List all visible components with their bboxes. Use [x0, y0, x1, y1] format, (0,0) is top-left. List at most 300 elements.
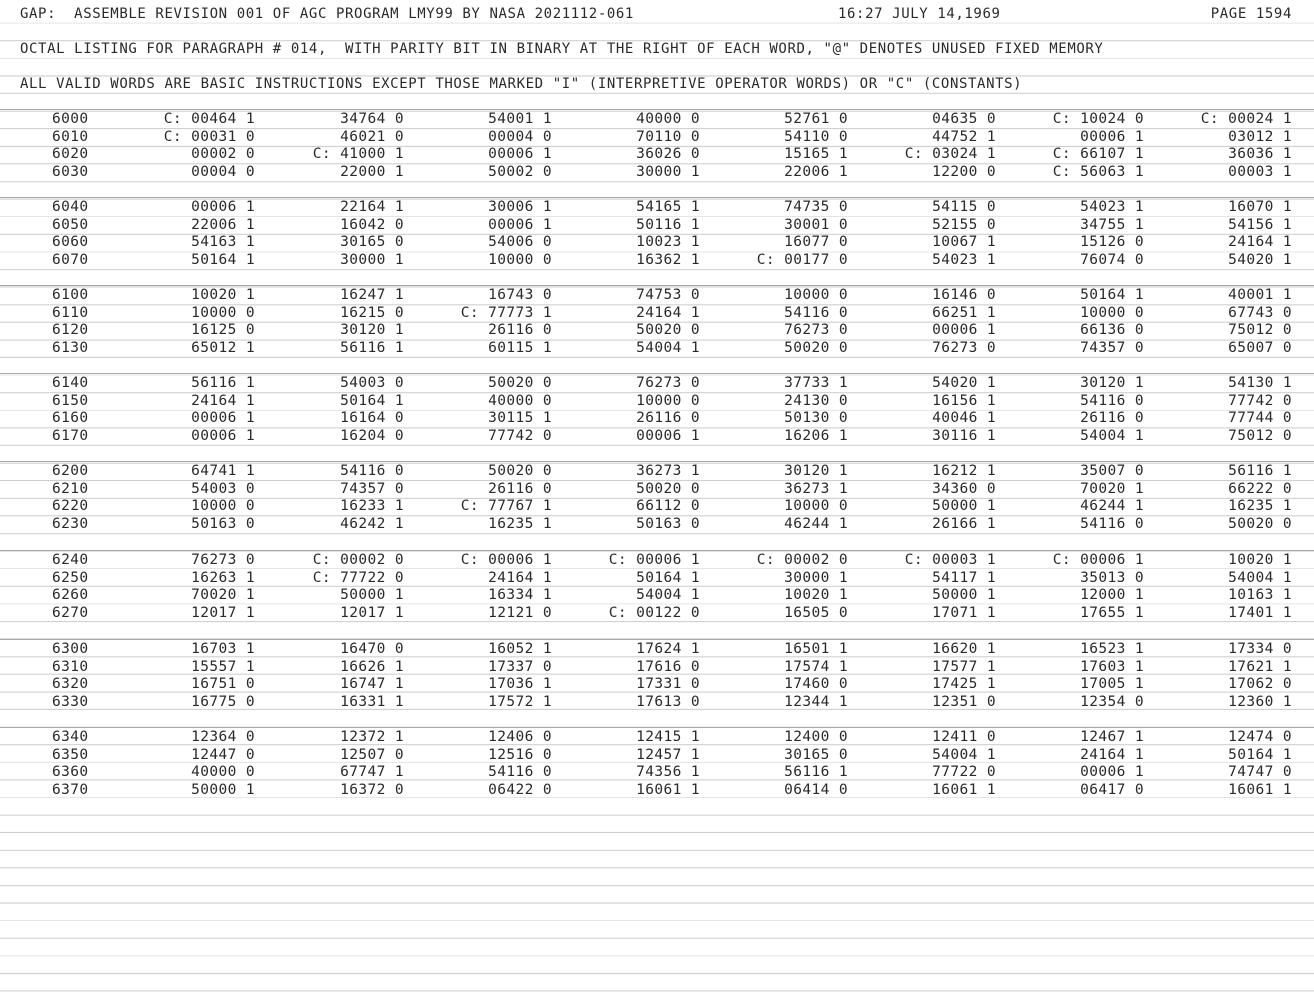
- octal-word: C: 41000 1: [312, 146, 404, 163]
- octal-word: 46244 1: [1080, 498, 1144, 515]
- octal-word: 12372 1: [340, 729, 404, 745]
- listing-row: [0, 693, 1314, 711]
- octal-word: 50164 1: [1080, 287, 1144, 303]
- octal-word: 30115 1: [488, 410, 552, 427]
- octal-word: C: 00464 1: [163, 111, 255, 127]
- octal-word: C: 00024 1: [1200, 111, 1292, 127]
- octal-word: 00006 1: [488, 216, 552, 233]
- octal-word: 16743 0: [488, 287, 552, 303]
- octal-word: 17655 1: [1080, 605, 1144, 622]
- octal-word: 30001 0: [784, 216, 848, 233]
- memory-address: 6310: [52, 658, 89, 675]
- octal-word: C: 00002 0: [756, 552, 848, 568]
- octal-word: C: 00002 0: [312, 552, 404, 568]
- octal-word: 54004 1: [1080, 428, 1144, 445]
- memory-address: 6350: [52, 746, 89, 763]
- octal-word: 74357 0: [340, 480, 404, 497]
- octal-word: 10000 0: [784, 498, 848, 515]
- octal-word: 10000 0: [191, 498, 255, 515]
- octal-word: C: 00006 1: [608, 552, 700, 568]
- octal-word: 54004 1: [636, 340, 700, 357]
- octal-word: 76273 0: [636, 375, 700, 391]
- octal-word: 54165 1: [636, 199, 700, 215]
- octal-word: 16334 1: [488, 587, 552, 604]
- octal-word: 10000 0: [1080, 304, 1144, 321]
- octal-word: 66251 1: [932, 304, 996, 321]
- octal-word: 52761 0: [784, 111, 848, 127]
- octal-word: 17062 0: [1228, 676, 1292, 693]
- octal-word: 54004 1: [1228, 569, 1292, 586]
- octal-word: 16331 1: [340, 694, 404, 711]
- octal-word: 35013 0: [1080, 569, 1144, 586]
- octal-word: 03012 1: [1228, 128, 1292, 145]
- octal-word: 56116 1: [784, 764, 848, 781]
- octal-word: 76074 0: [1080, 252, 1144, 269]
- octal-word: 44752 1: [932, 128, 996, 145]
- listing-row: [0, 781, 1314, 799]
- listing-row: [0, 746, 1314, 764]
- listing-row: [0, 145, 1314, 163]
- octal-word: 77742 0: [1228, 392, 1292, 409]
- octal-word: 26116 0: [636, 410, 700, 427]
- octal-word: 54163 1: [191, 234, 255, 251]
- octal-word: 24164 1: [1228, 234, 1292, 251]
- octal-word: 12354 0: [1080, 694, 1144, 711]
- listing-row: [0, 586, 1314, 604]
- octal-word: 15165 1: [784, 146, 848, 163]
- octal-word: 00006 1: [1080, 128, 1144, 145]
- octal-word: 16212 1: [932, 463, 996, 479]
- octal-word: 00006 1: [191, 199, 255, 215]
- octal-word: 00006 1: [1080, 764, 1144, 781]
- octal-word: 16775 0: [191, 694, 255, 711]
- memory-address: 6160: [52, 410, 89, 427]
- octal-word: 10000 0: [784, 287, 848, 303]
- octal-word: 17337 0: [488, 658, 552, 675]
- octal-word: 77744 0: [1228, 410, 1292, 427]
- octal-word: 12017 1: [340, 605, 404, 622]
- listing-row: [0, 640, 1314, 658]
- octal-word: 40000 0: [191, 764, 255, 781]
- octal-word: 12447 0: [191, 746, 255, 763]
- octal-word: 35007 0: [1080, 463, 1144, 479]
- octal-word: 70020 1: [1080, 480, 1144, 497]
- octal-word: 76273 0: [784, 322, 848, 339]
- octal-word: 12457 1: [636, 746, 700, 763]
- octal-word: 30000 1: [340, 252, 404, 269]
- octal-word: 17574 1: [784, 658, 848, 675]
- octal-word: 10000 0: [636, 392, 700, 409]
- octal-word: 74357 0: [1080, 340, 1144, 357]
- octal-word: 12411 0: [932, 729, 996, 745]
- octal-word: 12121 0: [488, 605, 552, 622]
- octal-word: 10000 0: [191, 304, 255, 321]
- listing-block: [0, 640, 1314, 712]
- octal-word: 00002 0: [191, 146, 255, 163]
- octal-word: 24164 1: [1080, 746, 1144, 763]
- listing-block: [0, 728, 1314, 800]
- listing-row: [0, 198, 1314, 216]
- octal-word: 12017 1: [191, 605, 255, 622]
- memory-address: 6060: [52, 234, 89, 251]
- octal-word: 16626 1: [340, 658, 404, 675]
- timestamp: 16:27 JULY 14,1969: [838, 6, 1001, 22]
- octal-word: 60115 1: [488, 340, 552, 357]
- octal-word: 54003 0: [191, 480, 255, 497]
- listing-row: [0, 163, 1314, 181]
- octal-word: 64741 1: [191, 463, 255, 479]
- listing-row: [0, 339, 1314, 357]
- listing-row: [0, 551, 1314, 569]
- octal-word: 54156 1: [1228, 216, 1292, 233]
- memory-address: 6220: [52, 498, 89, 515]
- octal-word: 30116 1: [932, 428, 996, 445]
- octal-word: 16263 1: [191, 569, 255, 586]
- octal-word: 77722 0: [932, 764, 996, 781]
- octal-word: 26166 1: [932, 516, 996, 533]
- octal-word: 12200 0: [932, 164, 996, 181]
- memory-address: 6330: [52, 694, 89, 711]
- octal-word: 34755 1: [1080, 216, 1144, 233]
- listing-row: [0, 427, 1314, 445]
- listing-row: [0, 321, 1314, 339]
- octal-word: 54020 1: [1228, 252, 1292, 269]
- octal-word: 46242 1: [340, 516, 404, 533]
- octal-word: 24130 0: [784, 392, 848, 409]
- listing-row: [0, 128, 1314, 146]
- octal-word: 16505 0: [784, 605, 848, 622]
- octal-word: 50000 1: [340, 587, 404, 604]
- octal-word: 16215 0: [340, 304, 404, 321]
- octal-word: C: 03024 1: [904, 146, 996, 163]
- memory-address: 6360: [52, 764, 89, 781]
- octal-word: 50164 1: [340, 392, 404, 409]
- octal-word: 12507 0: [340, 746, 404, 763]
- octal-word: 24164 1: [488, 569, 552, 586]
- octal-word: 30006 1: [488, 199, 552, 215]
- octal-word: 66112 0: [636, 498, 700, 515]
- octal-word: 30120 1: [1080, 375, 1144, 391]
- octal-word: 50000 1: [932, 498, 996, 515]
- memory-address: 6140: [52, 375, 89, 391]
- octal-word: 50000 1: [191, 782, 255, 799]
- octal-word: 50130 0: [784, 410, 848, 427]
- octal-word: 50000 1: [932, 587, 996, 604]
- octal-word: 26116 0: [1080, 410, 1144, 427]
- octal-word: 66136 0: [1080, 322, 1144, 339]
- octal-word: 15126 0: [1080, 234, 1144, 251]
- octal-word: 50020 0: [488, 375, 552, 391]
- octal-word: 74735 0: [784, 199, 848, 215]
- octal-word: 50116 1: [636, 216, 700, 233]
- octal-word: C: 77773 1: [460, 304, 552, 321]
- octal-word: C: 00006 1: [1052, 552, 1144, 568]
- octal-word: 10023 1: [636, 234, 700, 251]
- listing-row: [0, 763, 1314, 781]
- octal-word: 30165 0: [784, 746, 848, 763]
- octal-word: 16235 1: [488, 516, 552, 533]
- memory-address: 6110: [52, 304, 89, 321]
- word-legend: ALL VALID WORDS ARE BASIC INSTRUCTIONS EXCEPT THOSE MARKED "I" (INTERPRETIVE OPERATOR WORDS) OR "C" (CONSTANTS): [20, 76, 1023, 92]
- octal-word: 17616 0: [636, 658, 700, 675]
- octal-word: 12474 0: [1228, 729, 1292, 745]
- memory-address: 6040: [52, 199, 89, 215]
- octal-word: 10020 1: [191, 287, 255, 303]
- listing-row: [0, 728, 1314, 746]
- octal-word: 67747 1: [340, 764, 404, 781]
- listing-block: [0, 462, 1314, 534]
- octal-word: 06417 0: [1080, 782, 1144, 799]
- octal-word: 54003 0: [340, 375, 404, 391]
- octal-word: 12406 0: [488, 729, 552, 745]
- listing-row: [0, 216, 1314, 234]
- octal-word: 65012 1: [191, 340, 255, 357]
- octal-word: 17613 0: [636, 694, 700, 711]
- octal-word: 67743 0: [1228, 304, 1292, 321]
- header-line-1: [0, 4, 1314, 24]
- octal-word: 16620 1: [932, 641, 996, 657]
- octal-word: 70020 1: [191, 587, 255, 604]
- octal-word: 00006 1: [636, 428, 700, 445]
- memory-address: 6070: [52, 252, 89, 269]
- octal-word: C: 00122 0: [608, 605, 700, 622]
- octal-word: 34764 0: [340, 111, 404, 127]
- octal-word: 54116 0: [784, 304, 848, 321]
- octal-word: 74747 0: [1228, 764, 1292, 781]
- octal-word: 77742 0: [488, 428, 552, 445]
- octal-word: 16204 0: [340, 428, 404, 445]
- octal-word: 12364 0: [191, 729, 255, 745]
- octal-word: 74356 1: [636, 764, 700, 781]
- octal-word: 12351 0: [932, 694, 996, 711]
- listing-row: [0, 480, 1314, 498]
- octal-word: 50164 1: [636, 569, 700, 586]
- octal-word: 54116 0: [340, 463, 404, 479]
- memory-address: 6240: [52, 552, 89, 568]
- octal-word: 50164 1: [1228, 746, 1292, 763]
- octal-word: 65007 0: [1228, 340, 1292, 357]
- octal-word: 16372 0: [340, 782, 404, 799]
- octal-word: 40000 0: [488, 392, 552, 409]
- octal-word: 16070 1: [1228, 199, 1292, 215]
- octal-word: 17572 1: [488, 694, 552, 711]
- octal-word: 50020 0: [636, 322, 700, 339]
- octal-word: 54115 0: [932, 199, 996, 215]
- octal-word: 30120 1: [784, 463, 848, 479]
- listing-block: [0, 110, 1314, 182]
- octal-word: C: 77722 0: [312, 569, 404, 586]
- octal-word: 16747 1: [340, 676, 404, 693]
- octal-word: 34360 0: [932, 480, 996, 497]
- octal-word: C: 77767 1: [460, 498, 552, 515]
- octal-word: 16146 0: [932, 287, 996, 303]
- octal-word: C: 00177 0: [756, 252, 848, 269]
- octal-word: 50002 0: [488, 164, 552, 181]
- octal-word: 17005 1: [1080, 676, 1144, 693]
- octal-word: 16470 0: [340, 641, 404, 657]
- header-line-2: [0, 39, 1314, 59]
- octal-word: 50020 0: [784, 340, 848, 357]
- octal-word: 40000 0: [636, 111, 700, 127]
- octal-word: 50020 0: [488, 463, 552, 479]
- memory-address: 6230: [52, 516, 89, 533]
- octal-word: 22000 1: [340, 164, 404, 181]
- octal-word: C: 10024 0: [1052, 111, 1144, 127]
- octal-word: C: 00003 1: [904, 552, 996, 568]
- octal-word: 54130 1: [1228, 375, 1292, 391]
- octal-word: 26116 0: [488, 322, 552, 339]
- octal-word: 00003 1: [1228, 164, 1292, 181]
- memory-address: 6150: [52, 392, 89, 409]
- octal-word: 00006 1: [488, 146, 552, 163]
- memory-address: 6010: [52, 128, 89, 145]
- octal-word: 56116 1: [191, 375, 255, 391]
- memory-address: 6030: [52, 164, 89, 181]
- memory-address: 6100: [52, 287, 89, 303]
- octal-word: 50164 1: [191, 252, 255, 269]
- octal-word: 46021 0: [340, 128, 404, 145]
- octal-word: 50163 0: [191, 516, 255, 533]
- listing-row: [0, 409, 1314, 427]
- octal-word: 06414 0: [784, 782, 848, 799]
- octal-word: 12344 1: [784, 694, 848, 711]
- page-number: PAGE 1594: [1210, 6, 1292, 22]
- listing-row: [0, 675, 1314, 693]
- octal-word: 17331 0: [636, 676, 700, 693]
- listing-row: [0, 658, 1314, 676]
- octal-word: C: 66107 1: [1052, 146, 1144, 163]
- octal-word: 22164 1: [340, 199, 404, 215]
- octal-word: 17460 0: [784, 676, 848, 693]
- octal-word: 54020 1: [932, 375, 996, 391]
- listing-row: [0, 233, 1314, 251]
- octal-word: 00004 0: [488, 128, 552, 145]
- octal-word: 16042 0: [340, 216, 404, 233]
- octal-word: 46244 1: [784, 516, 848, 533]
- octal-word: 16061 1: [636, 782, 700, 799]
- octal-word: 16061 1: [932, 782, 996, 799]
- octal-word: 17036 1: [488, 676, 552, 693]
- octal-word: 04635 0: [932, 111, 996, 127]
- octal-word: 16235 1: [1228, 498, 1292, 515]
- octal-word: 36036 1: [1228, 146, 1292, 163]
- octal-word: 40001 1: [1228, 287, 1292, 303]
- octal-word: 66222 0: [1228, 480, 1292, 497]
- octal-word: 22006 1: [191, 216, 255, 233]
- memory-address: 6000: [52, 111, 89, 127]
- memory-address: 6120: [52, 322, 89, 339]
- octal-word: 16247 1: [340, 287, 404, 303]
- listing-row: [0, 392, 1314, 410]
- octal-word: 56116 1: [1228, 463, 1292, 479]
- octal-word: 17401 1: [1228, 605, 1292, 622]
- listing-row: [0, 515, 1314, 533]
- octal-word: 50020 0: [1228, 516, 1292, 533]
- octal-word: 15557 1: [191, 658, 255, 675]
- listing-block: [0, 374, 1314, 446]
- listing-block: [0, 286, 1314, 358]
- octal-word: 10067 1: [932, 234, 996, 251]
- octal-word: 17624 1: [636, 641, 700, 657]
- octal-word: 24164 1: [636, 304, 700, 321]
- octal-word: 30165 0: [340, 234, 404, 251]
- octal-word: 16061 1: [1228, 782, 1292, 799]
- octal-word: 54004 1: [932, 746, 996, 763]
- listing-row: [0, 251, 1314, 269]
- octal-word: 10020 1: [1228, 552, 1292, 568]
- octal-word: 10020 1: [784, 587, 848, 604]
- octal-word: 17425 1: [932, 676, 996, 693]
- memory-address: 6260: [52, 587, 89, 604]
- octal-word: 12360 1: [1228, 694, 1292, 711]
- memory-address: 6320: [52, 676, 89, 693]
- octal-word: 17621 1: [1228, 658, 1292, 675]
- octal-word: 17071 1: [932, 605, 996, 622]
- octal-word: 16233 1: [340, 498, 404, 515]
- octal-word: 30000 1: [636, 164, 700, 181]
- octal-word: 16052 1: [488, 641, 552, 657]
- listing-description: OCTAL LISTING FOR PARAGRAPH # 014, WITH PARITY BIT IN BINARY AT THE RIGHT OF EACH WORD, "@" DENOTES UNUSED FIXED MEMORY: [20, 41, 1104, 57]
- octal-word: 12467 1: [1080, 729, 1144, 745]
- octal-word: 16164 0: [340, 410, 404, 427]
- octal-word: 74753 0: [636, 287, 700, 303]
- octal-word: 76273 0: [932, 340, 996, 357]
- listing-row: [0, 497, 1314, 515]
- listing-row: [0, 304, 1314, 322]
- listing-block: [0, 551, 1314, 623]
- memory-address: 6340: [52, 729, 89, 745]
- octal-word: 16077 0: [784, 234, 848, 251]
- listing-row: [0, 374, 1314, 392]
- octal-word: 17577 1: [932, 658, 996, 675]
- memory-address: 6370: [52, 782, 89, 799]
- memory-address: 6270: [52, 605, 89, 622]
- octal-word: 12516 0: [488, 746, 552, 763]
- octal-word: 56116 1: [340, 340, 404, 357]
- octal-word: C: 56063 1: [1052, 164, 1144, 181]
- octal-word: 54023 1: [1080, 199, 1144, 215]
- octal-word: 52155 0: [932, 216, 996, 233]
- memory-address: 6130: [52, 340, 89, 357]
- octal-word: 50163 0: [636, 516, 700, 533]
- octal-word: 00006 1: [191, 410, 255, 427]
- octal-word: 54006 0: [488, 234, 552, 251]
- listing-block: [0, 198, 1314, 270]
- octal-word: 16125 0: [191, 322, 255, 339]
- octal-word: 12400 0: [784, 729, 848, 745]
- program-title: GAP: ASSEMBLE REVISION 001 OF AGC PROGRAM LMY99 BY NASA 2021112-061: [20, 6, 634, 22]
- listing-row: [0, 110, 1314, 128]
- octal-word: 75012 0: [1228, 322, 1292, 339]
- listing-row: [0, 286, 1314, 304]
- octal-word: 22006 1: [784, 164, 848, 181]
- octal-word: 30120 1: [340, 322, 404, 339]
- octal-word: C: 00006 1: [460, 552, 552, 568]
- listing-row: [0, 462, 1314, 480]
- octal-word: 16156 1: [932, 392, 996, 409]
- octal-word: 16501 1: [784, 641, 848, 657]
- octal-word: 16751 0: [191, 676, 255, 693]
- octal-word: 54004 1: [636, 587, 700, 604]
- octal-word: 54116 0: [488, 764, 552, 781]
- octal-word: 54001 1: [488, 111, 552, 127]
- octal-word: 00004 0: [191, 164, 255, 181]
- octal-word: 00006 1: [932, 322, 996, 339]
- octal-word: 16523 1: [1080, 641, 1144, 657]
- octal-word: 26116 0: [488, 480, 552, 497]
- octal-word: 40046 1: [932, 410, 996, 427]
- octal-word: 54116 0: [1080, 516, 1144, 533]
